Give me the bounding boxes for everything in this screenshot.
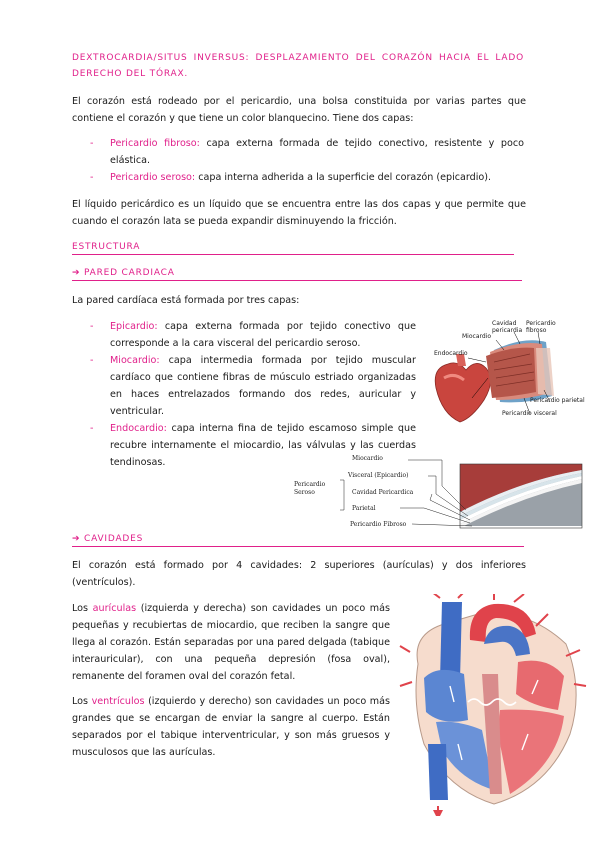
layer-label-visceral: Visceral (Epicardio): [348, 472, 409, 479]
section-divider: [72, 280, 522, 281]
layer-label-miocardio: Miocardio: [352, 455, 383, 462]
list-item: - Epicardio: capa externa formada por tejido conectivo que corresponde a la cara visceral del pericardio seroso.: [90, 318, 416, 352]
list-item: - Miocardio: capa intermedia formada por tejido muscular cardíaco que contiene fibras de músculo estriado organizadas en haces entrelazados formando dos redes, auricular y ventricular.: [90, 352, 416, 420]
figure-label-cavidad-pericardia: Cavidad pericardia: [492, 320, 523, 334]
section-divider: [72, 254, 514, 255]
section-heading-cavidades: ➔ CAVIDADES: [72, 534, 144, 544]
figure-label-endocardio: Endocardio: [434, 350, 468, 357]
group-label-pericardio-seroso: Pericardio Seroso: [294, 481, 326, 496]
heart-shape: [435, 363, 490, 422]
ventriculos-term: ventrículos: [91, 696, 145, 707]
pericardium-layers-diagram: [290, 450, 586, 532]
figure-label-pericardio-parietal: Pericardio parietal: [530, 397, 585, 404]
intro-paragraph: El corazón está rodeado por el pericardio, una bolsa constituida por varias partes que contiene el corazón y que tiene un color blanquecino. Tiene dos capas:: [72, 96, 526, 124]
inferior-vena-cava: [428, 744, 448, 800]
auriculas-paragraph: Los aurículas (izquierda y derecha) son cavidades un poco más pequeñas y recubiertas de miocardio, que reciben la sangre que llega al corazón. Están separadas por una pared delgada (tabique interauricular), con una pequeña depresión (fosa oval), remanente del foramen oval del corazón fetal.: [72, 603, 391, 682]
superior-vena-cava: [440, 602, 462, 680]
list-item: - Endocardio: capa interna fina de tejido escamoso simple que recubre internamente el miocardio, las válvulas y las cuerdas tendinosas.: [90, 420, 416, 471]
layer-label-parietal: Parietal: [352, 505, 376, 512]
section-heading-estructura: ESTRUCTURA: [72, 242, 141, 252]
figure-label-pericardio-visceral: Pericardio visceral: [502, 410, 557, 417]
figure-label-pericardio-fibroso: Pericardio fibroso: [526, 320, 556, 334]
list-item: - Pericardio seroso: capa interna adherida a la superficie del corazón (epicardio).: [90, 169, 524, 186]
auriculas-term: aurículas: [92, 603, 137, 614]
layer-label-fibroso: Pericardio Fibroso: [350, 521, 407, 528]
figure-label-miocardio: Miocardio: [462, 333, 491, 340]
pared-intro: La pared cardíaca está formada por tres capas:: [72, 295, 300, 306]
section-heading-pared: ➔ PARED CARDIACA: [72, 268, 175, 278]
ventriculos-paragraph: Los ventrículos (izquierdo y derecho) son cavidades un poco más grandes que se encargan de enviar la sangre al cuerpo. Están separados por el tabique interventricular, y son más gruesos y musculosos que las aurículas.: [72, 696, 390, 758]
document-title: DEXTROCARDIA/SITUS INVERSUS: DESPLAZAMIENTO DEL CORAZÓN HACIA EL LADO DERECHO DEL TÓRAX.: [72, 53, 524, 79]
section-divider: [72, 546, 524, 547]
wall-layer-list: [90, 318, 416, 471]
heart-cavities-illustration: [398, 594, 590, 816]
right-atrium: [424, 670, 468, 722]
cavidades-intro: El corazón está formado por 4 cavidades: 2 superiores (aurículas) y dos inferiores (ventrículos).: [72, 560, 526, 588]
layer-label-cavidad: Cavidad Pericardica: [352, 489, 414, 496]
list-item: - Pericardio fibroso: capa externa formada de tejido conectivo, resistente y poco elástica.: [90, 135, 524, 169]
fluid-paragraph: El líquido pericárdico es un líquido que se encuentra entre las dos capas y que permite que cuando el corazón lata se pueda expandir disminuyendo la fricción.: [72, 199, 526, 227]
pericardio-layer-list: [90, 135, 524, 186]
